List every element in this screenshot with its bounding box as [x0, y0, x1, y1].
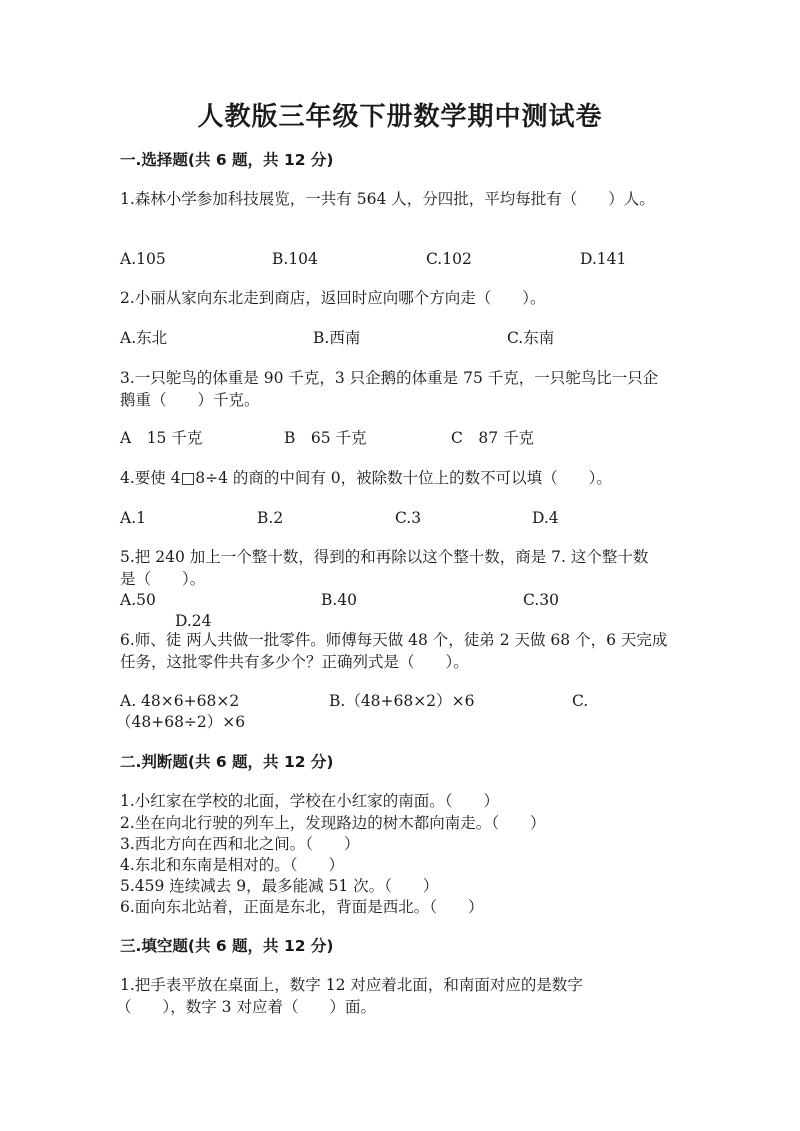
- question-stem: 1.森林小学参加科技展览，一共有 564 人，分四批，平均每批有（ ）人。: [120, 190, 655, 208]
- judgement-item: 4.东北和东南是相对的。（ ）: [120, 856, 345, 874]
- option-c: C.30: [523, 591, 559, 609]
- option-b: B.西南: [313, 329, 361, 347]
- option-a: A 15 千克: [120, 429, 203, 447]
- judgement-item: 5.459 连续减去 9，最多能减 51 次。（ ）: [120, 877, 439, 895]
- question-stem-line: 5.把 240 加上一个整十数，得到的和再除以这个整十数，商是 7. 这个整十数: [120, 548, 649, 566]
- option-c: C.102: [426, 250, 472, 268]
- judgement-item: 1.小红家在学校的北面，学校在小红家的南面。（ ）: [120, 792, 500, 810]
- question-stem: 4.要使 4□8÷4 的商的中间有 0，被除数十位上的数不可以填（ ）。: [120, 469, 612, 487]
- section-heading-choice: 一.选择题(共 6 题，共 12 分): [120, 151, 334, 169]
- option-b: B.40: [321, 591, 358, 609]
- option-b: B.104: [272, 250, 318, 268]
- question-stem: 2.小丽从家向东北走到商店，返回时应向哪个方向走（ ）。: [120, 289, 546, 307]
- option-c: C 87 千克: [451, 429, 535, 447]
- option-c-expression: （48+68÷2）×6: [116, 713, 246, 731]
- exam-title: 人教版三年级下册数学期中测试卷: [197, 102, 603, 132]
- option-c: C.3: [395, 509, 422, 527]
- judgement-item: 2.坐在向北行驶的列车上，发现路边的树木都向南走。（ ）: [120, 814, 546, 832]
- question-stem-line: 3.一只鸵鸟的体重是 90 千克，3 只企鹅的体重是 75 千克，一只鸵鸟比一只企: [120, 369, 659, 387]
- option-a: A.东北: [120, 329, 168, 347]
- question-stem-line: 鹅重（ ）千克。: [120, 391, 260, 409]
- option-b: B 65 千克: [284, 429, 367, 447]
- option-d: D.24: [175, 612, 212, 630]
- question-stem-line: （ ），数字 3 对应着（ ）面。: [116, 998, 376, 1016]
- question-stem-line: 6.师、徒 两人共做一批零件。师傅每天做 48 个，徒弟 2 天做 68 个，6 天完成: [120, 631, 668, 649]
- option-a: A.50: [120, 591, 156, 609]
- section-heading-fill-blank: 三.填空题(共 6 题，共 12 分): [120, 937, 334, 955]
- option-c: C.东南: [507, 329, 555, 347]
- option-b: B.2: [257, 509, 284, 527]
- option-c-label: C.: [572, 692, 589, 710]
- option-a: A. 48×6+68×2: [120, 692, 240, 710]
- question-stem-line: 是（ ）。: [120, 570, 206, 588]
- option-d: D.141: [580, 250, 627, 268]
- option-a: A.105: [120, 250, 166, 268]
- option-b: B.（48+68×2）×6: [329, 692, 475, 710]
- judgement-item: 3.西北方向在西和北之间。（ ）: [120, 835, 360, 853]
- question-stem-line: 任务，这批零件共有多少个？正确列式是（ ）。: [120, 653, 469, 671]
- option-a: A.1: [120, 509, 146, 527]
- option-d: D.4: [532, 509, 559, 527]
- judgement-item: 6.面向东北站着，正面是东北，背面是西北。（ ）: [120, 898, 484, 916]
- question-stem-line: 1.把手表平放在桌面上，数字 12 对应着北面，和南面对应的是数字: [120, 976, 583, 994]
- section-heading-judgement: 二.判断题(共 6 题，共 12 分): [120, 753, 334, 771]
